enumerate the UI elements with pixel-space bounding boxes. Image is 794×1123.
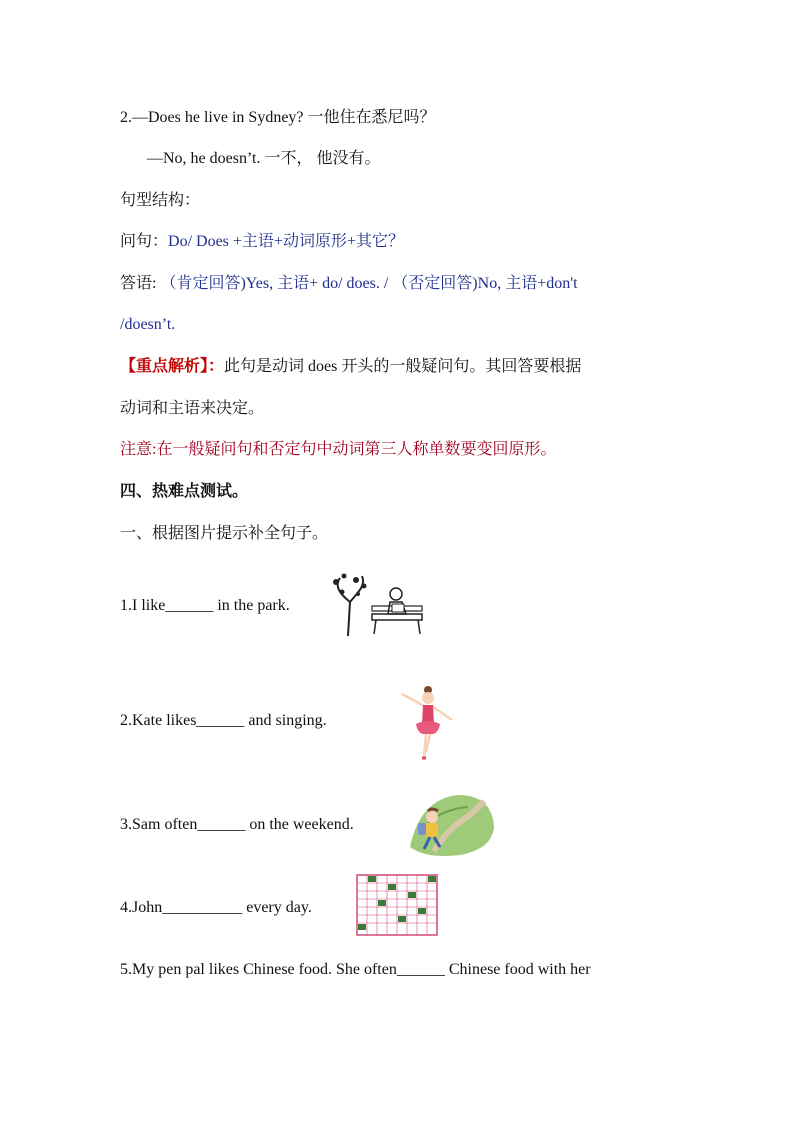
- answer-pattern-line: [120, 274, 578, 294]
- question-pattern-line: [120, 232, 404, 252]
- dialogue-answer: —No, he doesn’t. 一不， 他没有。: [147, 150, 381, 167]
- note: 注意:在一般疑问句和否定句中动词第三人称单数要变回原形。: [120, 441, 557, 458]
- dialogue-question: 2.—Does he live in Sydney? 一他住在悉尼吗？: [120, 109, 436, 126]
- exercise-title: 一、根据图片提示补全句子。: [120, 525, 329, 542]
- answer-pattern: （肯定回答)Yes, 主语+ do/ does. / （否定回答)No, 主语+don't: [160, 275, 578, 292]
- exercise-2: 2.Kate likes______ and singing.: [120, 712, 327, 729]
- reading-on-bench-icon: [326, 572, 426, 636]
- hiking-boy-icon: [404, 789, 496, 859]
- analysis-tag: 【重点解析】：: [120, 358, 225, 375]
- analysis-text-2: 动词和主语来决定。: [120, 400, 265, 417]
- dancing-girl-icon: [398, 684, 456, 764]
- word-puzzle-icon: [356, 874, 438, 936]
- question-label: 问句：: [120, 233, 169, 250]
- analysis-text-1: 此句是动词 does 开头的一般疑问句。其回答要根据: [224, 358, 582, 375]
- answer-label: 答语:: [120, 275, 157, 292]
- structure-heading: 句型结构：: [120, 192, 201, 209]
- analysis-line-1: [120, 357, 581, 377]
- exercise-5: 5.My pen pal likes Chinese food. She often______ Chinese food with her: [120, 961, 591, 978]
- section-title: 四、热难点测试。: [120, 483, 249, 500]
- exercise-1: 1.I like______ in the park.: [120, 597, 290, 614]
- question-pattern: Do/ Does +主语+动词原形+其它？: [168, 233, 404, 250]
- answer-pattern-continued: /doesn’t.: [120, 316, 176, 333]
- exercise-4: 4.John__________ every day.: [120, 899, 312, 916]
- exercise-3: 3.Sam often______ on the weekend.: [120, 816, 354, 833]
